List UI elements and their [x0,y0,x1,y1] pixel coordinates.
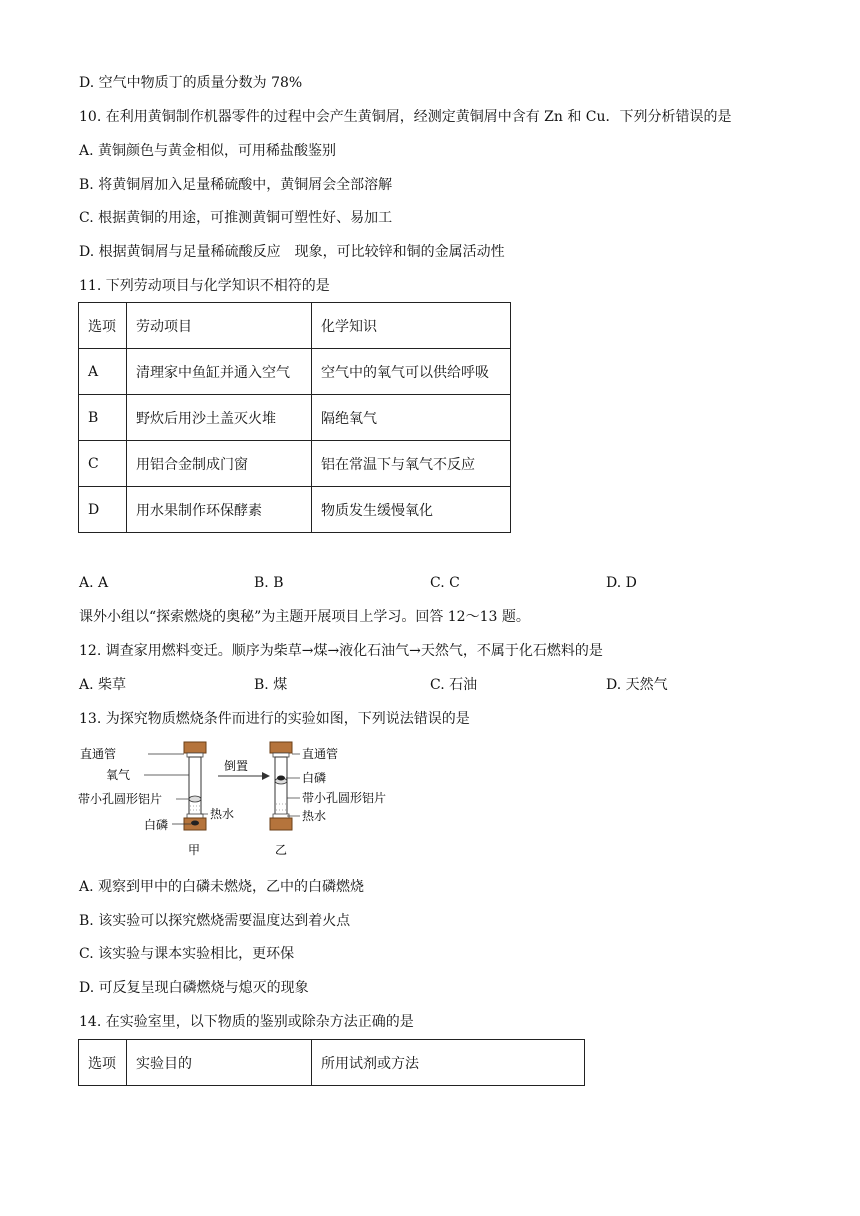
tube-jia [184,742,206,830]
table-cell: 实验目的 [127,1040,312,1086]
section-intro: 课外小组以“探索燃烧的奥秘”为主题开展项目上学习。回答 12～13 题。 [79,609,530,625]
arrow-right-icon [262,772,270,780]
label-oxygen: 氧气 [106,768,131,782]
q12-option-a: A. 柴草 [79,677,127,693]
q13-option-a: A. 观察到甲中的白磷未燃烧，乙中的白磷燃烧 [79,879,365,895]
table-cell: 铝在常温下与氧气不反应 [312,441,511,487]
label-aluminum-sheet-right: 带小孔圆形铝片 [302,791,387,805]
table-header-row [79,303,511,349]
table-cell: A [79,349,127,395]
label-invert: 倒置 [224,759,249,773]
q10-stem: 10. 在利用黄铜制作机器零件的过程中会产生黄铜屑，经测定黄铜屑中含有 Zn 和 Cu．下列分析错误的是 [79,109,732,125]
q10-option-c: C. 根据黄铜的用途，可推测黄铜可塑性好、易加工 [79,210,393,226]
q10-option-b: B. 将黄铜屑加入足量稀硫酸中，黄铜屑会全部溶解 [79,177,393,193]
q13-stem: 13. 为探究物质燃烧条件而进行的实验如图，下列说法错误的是 [79,711,470,727]
label-hot-water: 热水 [210,807,235,821]
table-cell: 化学知识 [312,303,511,349]
combustion-experiment-diagram [78,740,408,860]
table-cell: 物质发生缓慢氧化 [312,487,511,533]
table-cell: 清理家中鱼缸并通入空气 [127,349,312,395]
table-cell: 选项 [79,303,127,349]
table-cell: 所用试剂或方法 [312,1040,585,1086]
label-straight-tube: 直通管 [80,747,117,761]
table-cell: 野炊后用沙土盖灭火堆 [127,395,312,441]
table-row [79,487,511,533]
table-cell: 劳动项目 [127,303,312,349]
label-white-phosphorus-right: 白磷 [302,771,327,785]
q11-option-d: D. D [606,575,637,591]
table-row [79,441,511,487]
table-cell: B [79,395,127,441]
q11-option-b: B. B [254,575,284,591]
q10-option-d: D. 根据黄铜屑与足量稀硫酸反应 现象，可比较锌和铜的金属活动性 [79,244,505,260]
q14-stem: 14. 在实验室里，以下物质的鉴别或除杂方法正确的是 [79,1014,414,1030]
q13-option-d: D. 可反复呈现白磷燃烧与熄灭的现象 [79,980,309,996]
q11-option-a: A. A [79,575,109,591]
q9-option-d: D. 空气中物质丁的质量分数为 78% [79,75,303,91]
table-cell: 隔绝氧气 [312,395,511,441]
q12-option-b: B. 煤 [254,677,288,693]
q12-stem: 12. 调查家用燃料变迁。顺序为柴草→煤→液化石油气→天然气，不属于化石燃料的是 [79,643,603,659]
caption-jia: 甲 [188,843,201,857]
table-cell: 用铝合金制成门窗 [127,441,312,487]
table-header-row [79,1040,585,1086]
table-cell: D [79,487,127,533]
q10-option-a: A. 黄铜颜色与黄金相似，可用稀盐酸鉴别 [79,143,337,159]
tube-yi [270,742,292,830]
table-row [79,395,511,441]
q11-table [78,302,511,533]
q14-table [78,1039,585,1086]
q12-option-d: D. 天然气 [606,677,668,693]
label-straight-tube-right: 直通管 [302,747,339,761]
table-cell: 选项 [79,1040,127,1086]
q13-option-c: C. 该实验与课本实验相比，更环保 [79,946,295,962]
table-cell: 用水果制作环保酵素 [127,487,312,533]
caption-yi: 乙 [275,843,288,857]
label-white-phosphorus: 白磷 [144,818,169,832]
table-cell: 空气中的氧气可以供给呼吸 [312,349,511,395]
label-aluminum-sheet: 带小孔圆形铝片 [78,792,163,806]
q11-stem: 11. 下列劳动项目与化学知识不相符的是 [79,278,330,294]
label-hot-water-right: 热水 [302,809,327,823]
q12-option-c: C. 石油 [430,677,478,693]
q13-option-b: B. 该实验可以探究燃烧需要温度达到着火点 [79,913,351,929]
table-row [79,349,511,395]
q11-option-c: C. C [430,575,460,591]
table-cell: C [79,441,127,487]
